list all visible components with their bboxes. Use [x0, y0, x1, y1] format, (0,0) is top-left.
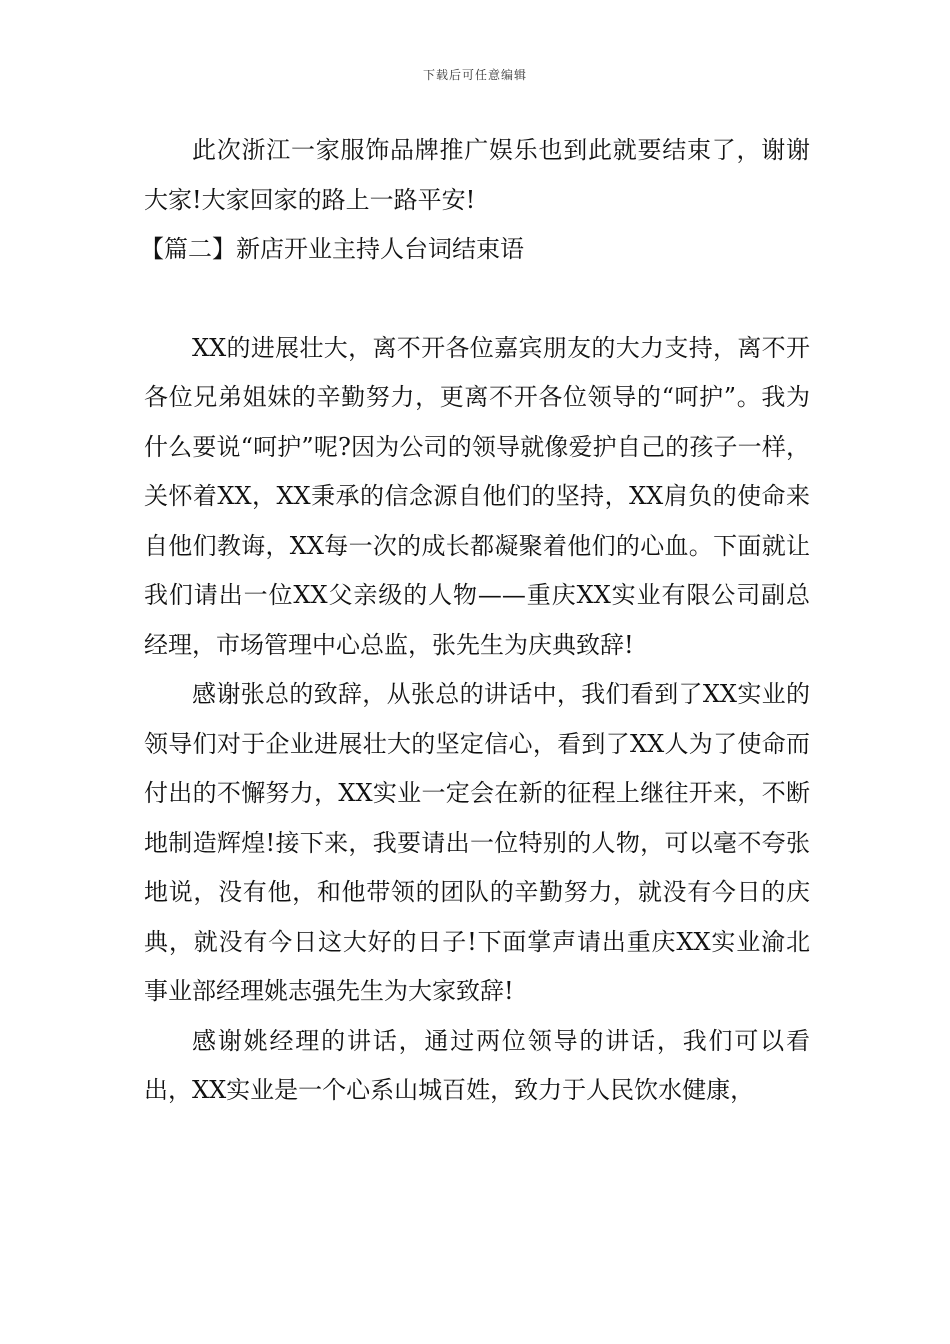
page-header-note: 下载后可任意编辑: [422, 68, 527, 82]
closing-paragraph: 此次浙江一家服饰品牌推广娱乐也到此就要结束了，谢谢大家!大家回家的路上一路平安!: [144, 136, 810, 214]
document-body: [140, 126, 810, 1116]
paragraph-1: XX的进展壮大，离不开各位嘉宾朋友的大力支持，离不开各位兄弟姐妹的辛勤努力，更离不开各位领导的“呵护”。我为什么要说“呵护”呢?因为公司的领导就像爱护自己的孩子一样，关怀着XX，XX秉承的信念源自他们的坚持，XX肩负的使命来自他们教诲，XX每一次的成长都凝聚着他们的心血。下面就让我们请出一位XX父亲级的人物——重庆XX实业有限公司副总经理，市场管理中心总监，张先生为庆典致辞!: [144, 333, 810, 659]
paragraph-2: 感谢张总的致辞，从张总的讲话中，我们看到了XX实业的领导们对于企业进展壮大的坚定信心，看到了XX人为了使命而付出的不懈努力，XX实业一定会在新的征程上继往开来，不断地制造辉煌!接下来，我要请出一位特别的人物，可以毫不夸张地说，没有他，和他带领的团队的辛勤努力，就没有今日的庆典，就没有今日这大好的日子!下面掌声请出重庆XX实业渝北事业部经理姚志强先生为大家致辞!: [144, 680, 810, 1005]
paragraph-3: 感谢姚经理的讲话，通过两位领导的讲话，我们可以看出，XX实业是一个心系山城百姓，致力于人民饮水健康，: [144, 1026, 810, 1104]
section-heading: 【篇二】新店开业主持人台词结束语: [140, 235, 524, 263]
